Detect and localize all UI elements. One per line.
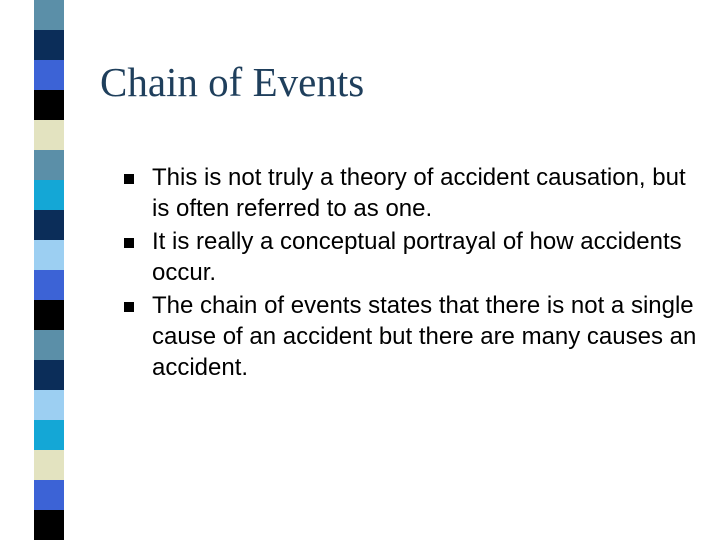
bullet-text: This is not truly a theory of accident causation, but is often referred to as one.: [152, 164, 686, 222]
bullet-item: [124, 162, 704, 224]
stripe-segment: [34, 300, 64, 330]
stripe-segment: [34, 30, 64, 60]
bullet-item: [124, 226, 704, 288]
stripe-segment: [34, 240, 64, 270]
bullet-text: It is really a conceptual portrayal of how accidents occur.: [152, 228, 682, 286]
slide-title: Chain of Events: [100, 59, 365, 105]
stripe-segment: [34, 60, 64, 90]
stripe-segment: [34, 90, 64, 120]
stripe-segment: [34, 0, 64, 30]
stripe-segment: [34, 210, 64, 240]
square-bullet-icon: [124, 238, 134, 248]
stripe-segment: [34, 450, 64, 480]
stripe-segment: [34, 180, 64, 210]
stripe-segment: [34, 330, 64, 360]
stripe-segment: [34, 120, 64, 150]
bullet-item: [124, 290, 704, 383]
square-bullet-icon: [124, 302, 134, 312]
bullet-text: The chain of events states that there is not a single cause of an accident but there are many causes an accident.: [152, 292, 697, 381]
decorative-stripe-bar: [34, 0, 64, 540]
stripe-segment: [34, 150, 64, 180]
square-bullet-icon: [124, 174, 134, 184]
stripe-segment: [34, 480, 64, 510]
stripe-segment: [34, 510, 64, 540]
stripe-segment: [34, 360, 64, 390]
stripe-segment: [34, 420, 64, 450]
stripe-segment: [34, 270, 64, 300]
stripe-segment: [34, 390, 64, 420]
bullet-list: [124, 162, 704, 383]
